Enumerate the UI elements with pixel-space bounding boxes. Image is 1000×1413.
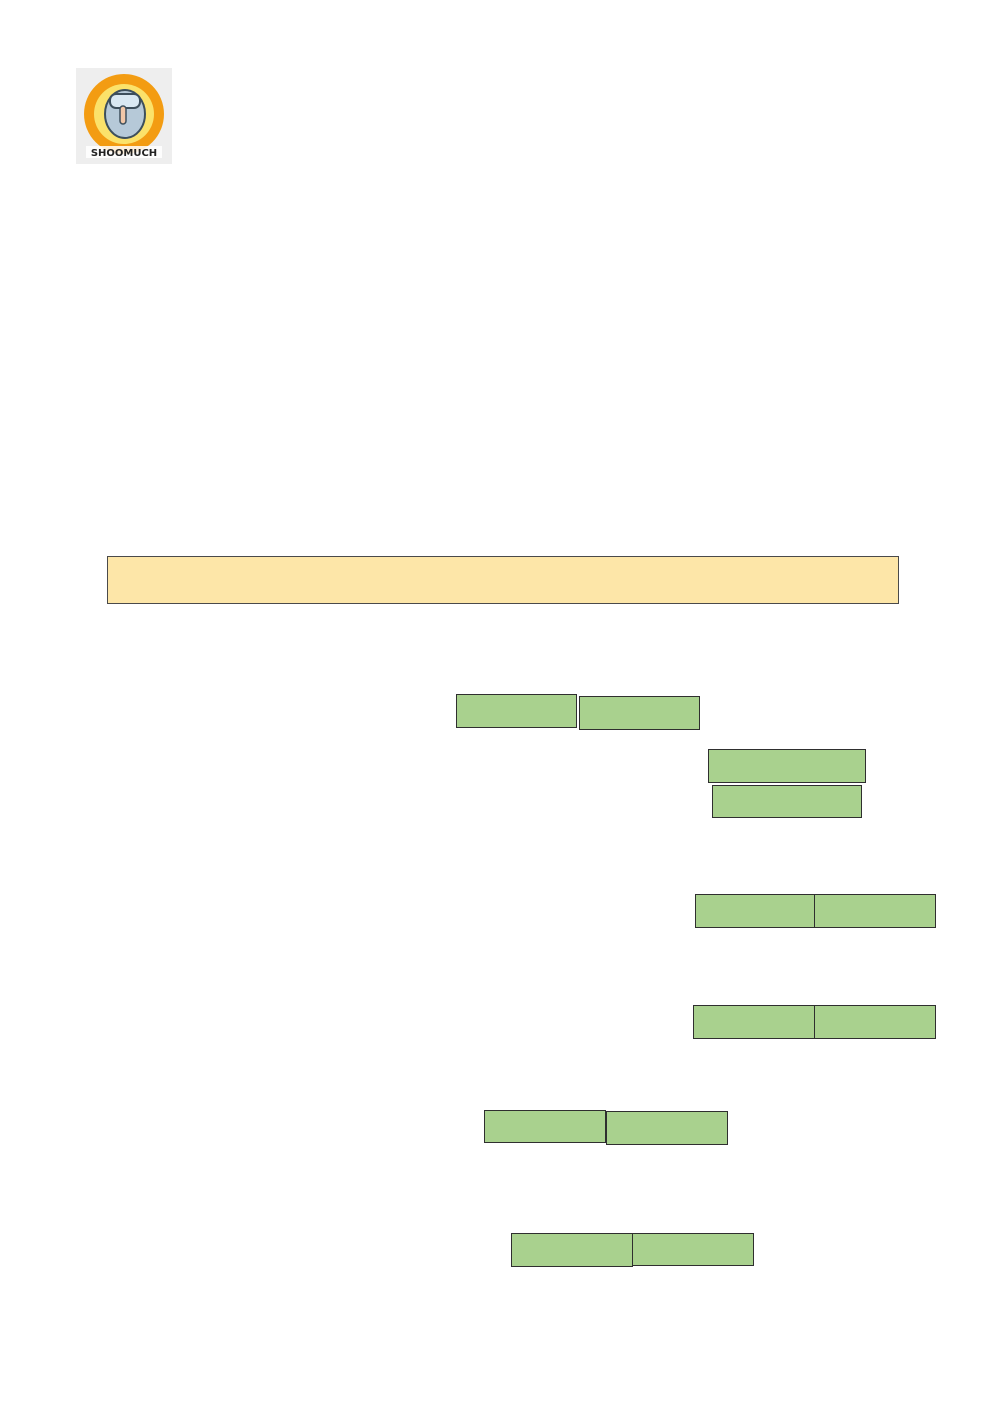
logo-image <box>76 68 172 164</box>
option-365-dias-button[interactable] <box>632 1233 754 1266</box>
brand-square <box>968 1388 977 1397</box>
svg-text:SHOOMUCH: SHOOMUCH <box>90 148 158 159</box>
option-1-dia-button[interactable] <box>511 1233 633 1267</box>
option-repulsion-button[interactable] <box>456 694 577 728</box>
brand-square <box>968 1377 977 1386</box>
option-rotacion-button[interactable] <box>693 1005 815 1039</box>
word-bank <box>107 556 899 604</box>
option-sobre-el-sol-button[interactable] <box>712 785 862 818</box>
option-365-dias-button[interactable] <box>606 1111 728 1145</box>
liveworksheets-logo <box>968 1377 992 1397</box>
brand-grid-icon <box>968 1377 988 1397</box>
option-traslacion-button[interactable] <box>814 1005 936 1039</box>
option-traslacion-button[interactable] <box>814 894 936 928</box>
option-1-dia-button[interactable] <box>484 1110 606 1143</box>
option-sobre-si-misma-button[interactable] <box>708 749 866 783</box>
option-rotacion-button[interactable] <box>695 894 815 928</box>
brand-square <box>979 1377 988 1386</box>
option-atraccion-button[interactable] <box>579 696 700 730</box>
character-logo-icon <box>76 68 172 164</box>
brand-square <box>979 1388 988 1397</box>
